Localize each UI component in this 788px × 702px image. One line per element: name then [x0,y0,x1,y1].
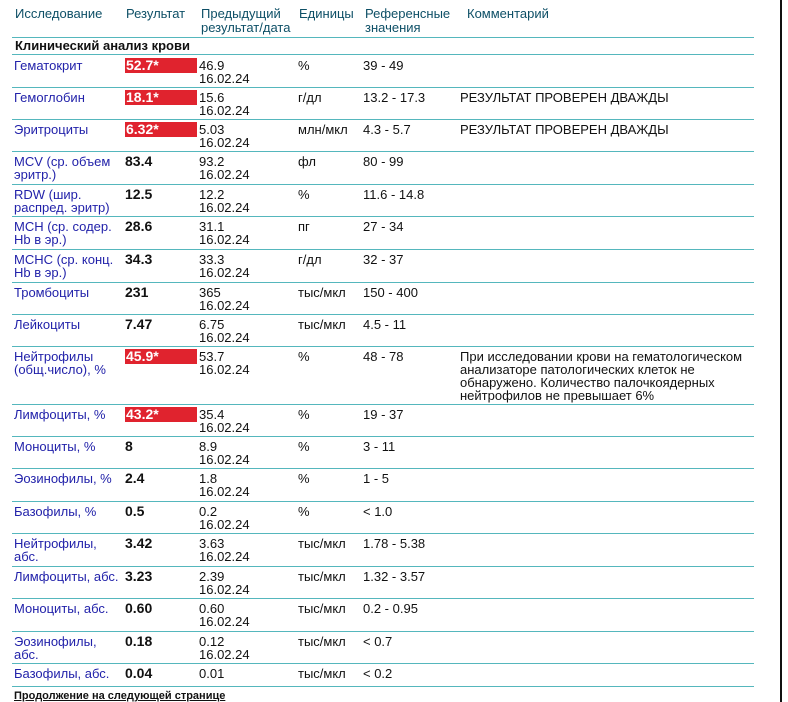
table-row [0,250,780,283]
reference-range: 4.3 - 5.7 [363,122,411,137]
unit: тыс/мкл [298,569,346,584]
reference-range: 27 - 34 [363,219,404,234]
previous-value: 15.6 [199,90,225,105]
reference-range: 1.32 - 3.57 [363,569,426,584]
result-value-flagged: 45.9* [125,349,197,364]
unit: % [298,471,310,486]
test-name: Лимфоциты, % [14,407,106,422]
unit: тыс/мкл [298,285,346,300]
result-value: 34.3 [125,251,153,267]
result-value-flagged: 43.2* [125,407,197,422]
table-row [0,567,780,599]
previous-value: 12.2 [199,187,225,202]
previous-date: 16.02.24 [199,103,250,118]
reference-range: < 0.7 [363,634,393,649]
header-reference-line1: Референсные [365,6,451,21]
previous-result [199,667,294,680]
table-row [0,120,780,152]
unit: % [298,349,310,364]
table-row [0,56,780,88]
test-name: Гематокрит [14,58,83,73]
previous-result [199,350,294,376]
table-row [0,405,780,437]
unit: тыс/мкл [298,317,346,332]
result-value: 12.5 [125,186,153,202]
previous-value: 8.9 [199,439,218,454]
unit: % [298,407,310,422]
previous-result [199,318,294,344]
table-row [0,599,780,632]
reference-range: 0.2 - 0.95 [363,601,418,616]
previous-value: 3.63 [199,536,225,551]
reference-range: 11.6 - 14.8 [363,187,425,202]
table-row [0,347,780,405]
previous-value: 0.2 [199,504,218,519]
table-row [0,632,780,664]
comment: РЕЗУЛЬТАТ ПРОВЕРЕН ДВАЖДЫ [460,122,669,137]
header-result: Результат [126,6,186,21]
unit: тыс/мкл [298,536,346,551]
result-value: 231 [125,284,149,300]
previous-date: 16.02.24 [199,517,250,532]
unit: тыс/мкл [298,666,346,681]
unit: фл [298,154,316,169]
previous-value: 46.9 [199,58,225,73]
table-row [0,502,780,534]
previous-result [199,253,294,279]
previous-value: 365 [199,285,221,300]
table-row [0,469,780,502]
header-units: Единицы [299,6,354,21]
previous-value: 0.60 [199,601,225,616]
previous-result [199,59,294,85]
section-rule [12,54,754,55]
page-edge-rule [780,0,782,702]
result-value: 83.4 [125,153,153,169]
unit: % [298,504,310,519]
previous-result [199,155,294,181]
result-value: 2.4 [125,470,145,486]
previous-date: 16.02.24 [199,71,250,86]
previous-date: 16.02.24 [199,420,250,435]
previous-date: 16.02.24 [199,232,250,247]
previous-date: 16.02.24 [199,298,250,313]
reference-range: < 0.2 [363,666,393,681]
test-name: Гемоглобин [14,90,85,105]
reference-range: 150 - 400 [363,285,418,300]
unit: г/дл [298,252,322,267]
previous-value: 5.03 [199,122,225,137]
comment: При исследовании крови на гематологическом анализаторе патологических клеток не обнаружено. Количество палочкоядерных нейтрофилов не превышает 6% [460,349,743,403]
result-value: 8 [125,438,133,454]
reference-range: 3 - 11 [363,439,396,454]
continuation-note: Продолжение на следующей странице [14,690,226,702]
result-value: 0.60 [125,600,153,616]
section-title: Клинический анализ крови [15,38,190,53]
previous-result [199,91,294,117]
test-name: MCV (ср. объем эритр.) [14,154,111,182]
reference-range: < 1.0 [363,504,393,519]
reference-range: 1 - 5 [363,471,390,486]
previous-result [199,286,294,312]
previous-date: 16.02.24 [199,647,250,662]
reference-range: 32 - 37 [363,252,404,267]
table-row [0,283,780,315]
previous-result [199,408,294,434]
previous-value: 31.1 [199,219,225,234]
result-value: 28.6 [125,218,153,234]
header-previous-line1: Предыдущий [201,6,281,21]
table-row [0,315,780,347]
unit: тыс/мкл [298,634,346,649]
table-header [0,0,780,38]
table-row [0,88,780,120]
reference-range: 80 - 99 [363,154,404,169]
unit: % [298,187,310,202]
test-name: Лимфоциты, абс. [14,569,119,584]
header-test: Исследование [15,6,103,21]
reference-range: 13.2 - 17.3 [363,90,426,105]
table-bottom-rule [12,686,754,687]
previous-date: 16.02.24 [199,167,250,182]
result-value: 0.5 [125,503,145,519]
test-name: Нейтрофилы (общ.число), % [14,349,106,377]
previous-result [199,602,294,628]
test-name: Эозинофилы, % [14,471,112,486]
previous-result [199,472,294,498]
table-row [0,185,780,217]
unit: % [298,439,310,454]
previous-result [199,635,294,661]
test-name: Базофилы, % [14,504,97,519]
previous-date: 16.02.24 [199,452,250,467]
header-reference-line2: значения [365,20,421,35]
previous-result [199,537,294,563]
unit: млн/мкл [298,122,348,137]
result-value-flagged: 6.32* [125,122,197,137]
previous-result [199,123,294,149]
previous-value: 33.3 [199,252,225,267]
test-name: RDW (шир. распред. эритр) [14,187,110,215]
previous-result [199,220,294,246]
previous-value: 0.01 [199,666,225,681]
previous-date: 16.02.24 [199,200,250,215]
result-value-flagged: 18.1* [125,90,197,105]
previous-result [199,188,294,214]
previous-value: 6.75 [199,317,225,332]
test-name: Базофилы, абс. [14,666,110,681]
test-name: MCHC (ср. конц. Hb в эр.) [14,252,114,280]
reference-range: 1.78 - 5.38 [363,536,426,551]
test-name: Лейкоциты [14,317,81,332]
previous-date: 16.02.24 [199,484,250,499]
test-name: Эозинофилы, абс. [14,634,97,662]
test-name: Тромбоциты [14,285,90,300]
previous-value: 93.2 [199,154,225,169]
reference-range: 48 - 78 [363,349,404,364]
previous-date: 16.02.24 [199,135,250,150]
test-name: Нейтрофилы, абс. [14,536,97,564]
table-row [0,437,780,469]
header-previous [201,7,290,35]
result-value-flagged: 52.7* [125,58,197,73]
table-row [0,152,780,185]
table-row [0,534,780,567]
previous-date: 16.02.24 [199,265,250,280]
test-name: Эритроциты [14,122,89,137]
result-value: 0.04 [125,665,153,681]
header-previous-line2: результат/дата [201,20,291,35]
previous-result [199,570,294,596]
result-value: 7.47 [125,316,153,332]
previous-date: 16.02.24 [199,614,250,629]
previous-value: 2.39 [199,569,225,584]
result-value: 0.18 [125,633,153,649]
unit: пг [298,219,310,234]
result-value: 3.23 [125,568,153,584]
previous-value: 0.12 [199,634,225,649]
unit: % [298,58,310,73]
previous-result [199,440,294,466]
previous-value: 35.4 [199,407,225,422]
test-name: Моноциты, % [14,439,96,454]
table-row [0,217,780,250]
previous-date: 16.02.24 [199,330,250,345]
previous-result [199,505,294,531]
table-row [0,664,780,688]
reference-range: 39 - 49 [363,58,404,73]
comment: РЕЗУЛЬТАТ ПРОВЕРЕН ДВАЖДЫ [460,90,669,105]
header-comment: Комментарий [467,6,549,21]
previous-date: 16.02.24 [199,549,250,564]
previous-date: 16.02.24 [199,582,250,597]
reference-range: 19 - 37 [363,407,404,422]
test-name: MCH (ср. содер. Hb в эр.) [14,219,112,247]
previous-date: 16.02.24 [199,362,250,377]
previous-value: 53.7 [199,349,225,364]
unit: г/дл [298,90,322,105]
result-value: 3.42 [125,535,153,551]
header-reference [365,7,450,35]
previous-value: 1.8 [199,471,218,486]
unit: тыс/мкл [298,601,346,616]
reference-range: 4.5 - 11 [363,317,407,332]
test-name: Моноциты, абс. [14,601,109,616]
